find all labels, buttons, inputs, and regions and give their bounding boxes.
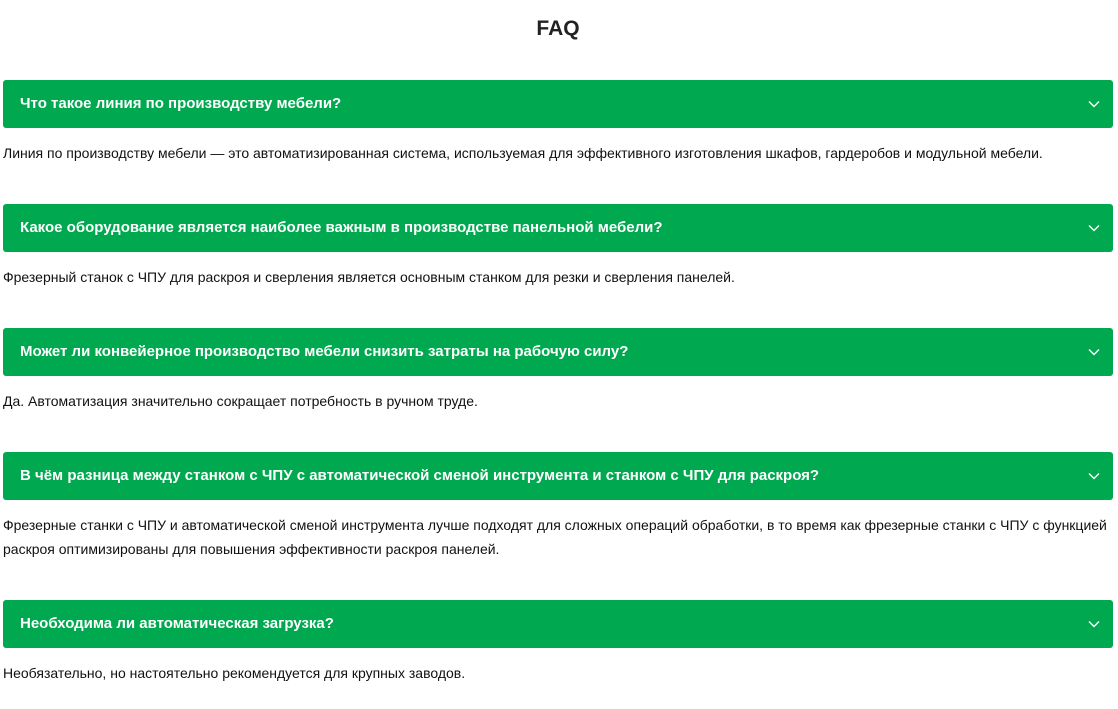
faq-question: Может ли конвейерное производство мебели снизить затраты на рабочую силу? [20,343,629,360]
faq-answer: Фрезерный станок с ЧПУ для раскроя и сверления является основным станком для резки и сверления панелей. [3,269,735,285]
chevron-down-icon [1087,617,1101,631]
faq-question: Какое оборудование является наиболее важным в производстве панельной мебели? [20,219,663,236]
faq-question: В чём разница между станком с ЧПУ с автоматической сменой инструмента и станком с ЧПУ для раскроя? [20,467,820,484]
faq-item-1 [3,80,1113,165]
faq-question: Что такое линия по производству мебели? [20,95,342,112]
faq-item-3 [3,328,1113,413]
faq-item-2 [3,204,1113,289]
faq-question: Необходима ли автоматическая загрузка? [20,615,334,632]
faq-answer: Да. Автоматизация значительно сокращает потребность в ручном труде. [3,393,478,409]
faq-toggle-2[interactable] [3,204,1113,252]
faq-answer: Фрезерные станки с ЧПУ и автоматической сменой инструмента лучше подходят для сложных операций обработки, в то время как фрезерные станки с ЧПУ с функцией раскроя оптимизированы для повышения эффективности раскроя панелей. [3,517,1107,557]
faq-toggle-3[interactable] [3,328,1113,376]
chevron-down-icon [1087,221,1101,235]
faq-toggle-4[interactable] [3,452,1113,500]
faq-answer: Линия по производству мебели — это автоматизированная система, используемая для эффективного изготовления шкафов, гардеробов и модульной мебели. [3,145,1043,161]
faq-answer: Необязательно, но настоятельно рекомендуется для крупных заводов. [3,665,466,681]
faq-item-4 [3,452,1113,561]
faq-toggle-1[interactable] [3,80,1113,128]
chevron-down-icon [1087,97,1101,111]
chevron-down-icon [1087,469,1101,483]
faq-toggle-5[interactable] [3,600,1113,648]
page-title: FAQ [536,17,580,40]
chevron-down-icon [1087,345,1101,359]
faq-item-5 [3,600,1113,685]
